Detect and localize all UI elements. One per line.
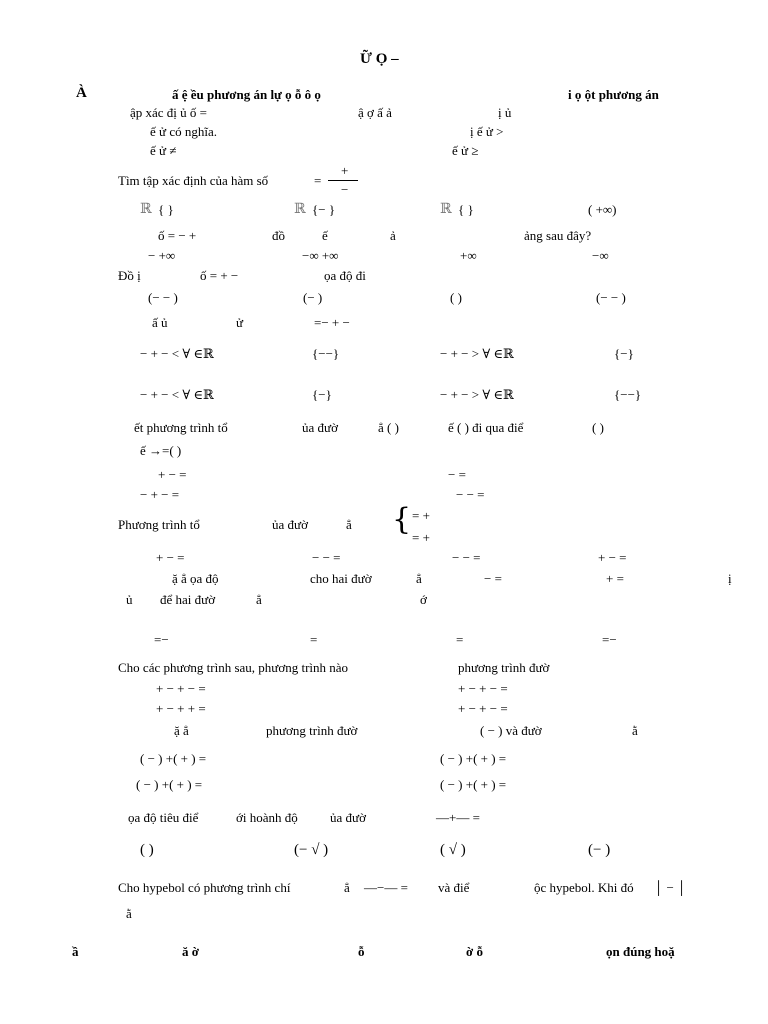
part-a-line2-a: ập xác đị ủ ố = <box>130 105 208 120</box>
q7-text-e: + = <box>606 571 624 586</box>
q9-option-a: ( − ) +( + ) = <box>140 751 207 766</box>
part-a-line2-c: ị ủ <box>498 105 512 120</box>
q7-line2-d: ớ <box>420 592 427 607</box>
part-b-e: ọn đúng hoặ <box>606 944 675 959</box>
q4-text-b: ử <box>236 315 244 330</box>
q6-option-d: + − = <box>598 550 627 565</box>
part-b-d: ờ ỗ <box>466 944 483 959</box>
q2-text-b: đồ <box>272 228 285 243</box>
q8-text-b: phương trình đườ <box>458 660 550 675</box>
q2-text-c: ế <box>322 228 328 243</box>
q4-option-b-brace: {−} <box>614 346 634 361</box>
q1-denominator: − <box>341 182 349 197</box>
q7-text-d: − = <box>484 571 502 586</box>
q9-text-d: ằ <box>632 723 638 738</box>
q10-text-d: —+— = <box>436 810 480 825</box>
q3-text-a: Đồ ị <box>118 268 141 283</box>
q11-text-e: ộc hypebol. Khi đó <box>534 880 634 895</box>
q7-text-a: ặ ẳ ọa độ <box>172 571 219 586</box>
q5-option-c: − + − = <box>140 487 180 502</box>
q8-option-d: + − + − = <box>458 701 508 716</box>
q7-text-b: cho hai đườ <box>310 571 372 586</box>
q8-text-a: Cho các phương trình sau, phương trình nào <box>118 660 349 675</box>
q4-option-d-brace: {−−} <box>614 387 642 402</box>
q2-option-c: +∞ <box>460 248 477 263</box>
q7-line2-b: để hai đườ <box>160 592 216 607</box>
q4-option-a-brace: {−−} <box>312 346 340 361</box>
q6-system-line1: = + <box>412 508 430 523</box>
q7-option-a: =− <box>154 632 169 647</box>
q5-text-e: ( ) <box>592 420 604 435</box>
q11-text-b: ẳ <box>344 880 350 895</box>
part-a-line4-b: ế ử ≥ <box>452 143 479 158</box>
q9-option-b: ( − ) +( + ) = <box>440 751 507 766</box>
q5-text-b: ủa đườ <box>302 420 338 435</box>
q6-text-a: Phương trình tổ <box>118 517 200 532</box>
page-title: Ữ Ọ – <box>360 51 399 67</box>
q2-option-a: − +∞ <box>148 248 176 263</box>
q6-option-b: − − = <box>312 550 341 565</box>
q11-text-f: │ − │ <box>654 880 687 895</box>
q10-text-a: ọa độ tiêu điể <box>128 810 199 825</box>
q10-text-c: ủa đườ <box>330 810 366 825</box>
q1-option-c-set: ℝ <box>440 201 452 217</box>
q9-text-b: phương trình đườ <box>266 723 358 738</box>
q2-text-a: ố = − + <box>158 228 197 243</box>
q2-text-d: ả <box>390 228 396 243</box>
q3-option-b: (− ) <box>303 290 323 305</box>
q1-option-b-set: ℝ <box>294 201 306 217</box>
q1-option-d: ( +∞) <box>588 202 617 217</box>
q10-option-c: ( √ ) <box>440 842 466 858</box>
q10-option-b: (− √ ) <box>294 842 329 858</box>
q7-line2-c: ẳ <box>256 592 262 607</box>
q3-text-c: ọa độ đi <box>324 268 366 283</box>
q7-line2-a: ủ <box>126 592 133 607</box>
q5-text-c: ẳ ( ) <box>378 420 399 435</box>
q10-option-d: (− ) <box>588 842 611 858</box>
q6-system-line2: = + <box>412 530 430 545</box>
q4-option-c: − + − < ∀ ∈ℝ <box>140 387 214 402</box>
q1-eq: = <box>314 173 322 188</box>
q5-option-d: − − = <box>456 487 485 502</box>
q9-text-c: ( − ) và đườ <box>480 723 542 738</box>
q4-option-d: − + − > ∀ ∈ℝ <box>440 387 514 402</box>
q5-option-a: + − = <box>158 467 187 482</box>
q5-line2: ế →=( ) <box>140 443 182 458</box>
q1-option-a-set: ℝ <box>140 201 152 217</box>
part-a-line1-a: À <box>76 85 87 101</box>
part-a-line4-a: ế ử ≠ <box>150 143 177 158</box>
q11-line2: ằ <box>126 906 132 921</box>
q5-option-b: − = <box>448 467 466 482</box>
q3-option-d: (− − ) <box>596 290 626 305</box>
q6-text-b: ủa đườ <box>272 517 308 532</box>
q1-fraction-bar <box>328 180 358 181</box>
q1-option-a: { } <box>158 202 174 217</box>
q2-text-e: ảng sau đây? <box>524 228 592 243</box>
q9-text-a: ặ ẳ <box>174 723 189 738</box>
q6-text-c: ẳ <box>346 517 352 532</box>
q11-text-d: và điể <box>438 880 470 895</box>
q1-option-c: { } <box>458 202 474 217</box>
q5-text-a: ết phương trình tổ <box>134 420 228 435</box>
q1-text: Tìm tập xác định của hàm số <box>118 173 269 188</box>
q4-option-c-brace: {−} <box>312 387 332 402</box>
q9-option-c: ( − ) +( + ) = <box>136 777 203 792</box>
part-b-a: ầ <box>72 944 79 959</box>
q9-option-d: ( − ) +( + ) = <box>440 777 507 792</box>
q7-option-d: =− <box>602 632 617 647</box>
q4-text-a: ấ ủ <box>152 315 168 330</box>
q8-option-c: + − + + = <box>156 701 206 716</box>
q1-option-b: {− } <box>312 202 336 217</box>
q5-text-d: ế ( ) đi qua điể <box>448 420 524 435</box>
q7-option-c: = <box>456 632 464 647</box>
part-a-line1-b: ấ ệ ều phương án lự ọ ỗ ô ọ <box>172 87 321 102</box>
q8-option-b: + − + − = <box>458 681 508 696</box>
part-b-b: ă ờ <box>182 944 199 959</box>
part-a-line3-b: ị ế ử > <box>470 124 504 139</box>
q2-option-d: −∞ <box>592 248 609 263</box>
q4-option-b: − + − > ∀ ∈ℝ <box>440 346 514 361</box>
q6-system-brace: { <box>392 502 412 537</box>
part-b-c: ỗ <box>358 944 365 959</box>
q6-option-c: − − = <box>452 550 481 565</box>
q10-option-a: ( ) <box>140 842 154 858</box>
q2-option-b: −∞ +∞ <box>302 248 339 263</box>
q1-numerator: + <box>341 163 349 178</box>
q8-option-a: + − + − = <box>156 681 206 696</box>
part-a-line3-a: ế ử có nghĩa. <box>150 124 217 139</box>
q10-text-b: ới hoành độ <box>236 810 298 825</box>
q6-option-a: + − = <box>156 550 185 565</box>
q7-text-c: ẳ <box>416 571 422 586</box>
part-a-line2-b: ậ ợ ấ ả <box>358 105 392 120</box>
q7-option-b: = <box>310 632 318 647</box>
q3-text-b: ố = + − <box>200 268 239 283</box>
q11-text-c: —−— = <box>364 880 408 895</box>
q3-option-c: ( ) <box>450 290 462 305</box>
q11-text-a: Cho hypebol có phương trình chí <box>118 880 291 895</box>
part-a-line1-c: i ọ ột phương án <box>568 87 659 102</box>
q4-option-a: − + − < ∀ ∈ℝ <box>140 346 214 361</box>
q3-option-a: (− − ) <box>148 290 178 305</box>
q4-text-c: =− + − <box>314 315 350 330</box>
q7-text-f: ị <box>728 571 732 586</box>
